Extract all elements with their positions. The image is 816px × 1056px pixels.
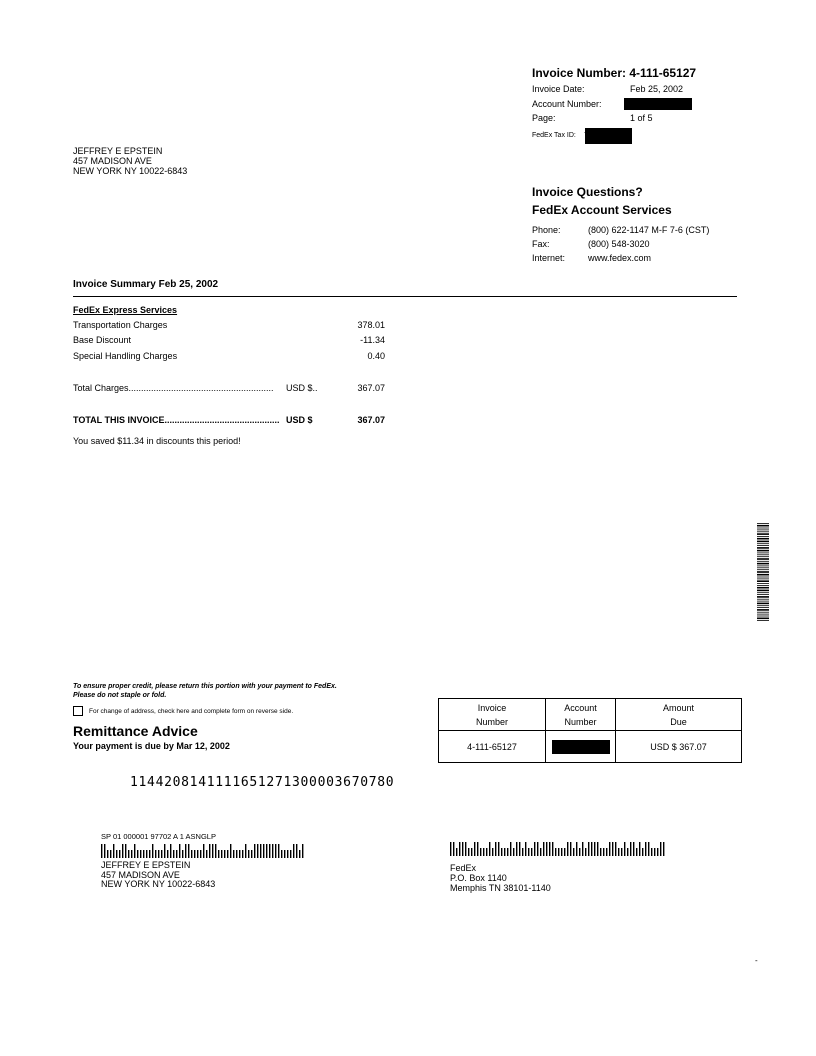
barcode-bar (757, 618, 769, 620)
barcode-bar (757, 579, 769, 580)
barcode-bar (555, 848, 556, 856)
tax-id-label: FedEx Tax ID: (532, 132, 576, 140)
barcode-bar (242, 850, 243, 858)
address-line: P.O. Box 1140 (450, 873, 507, 883)
barcode-bar (576, 842, 577, 856)
barcode-bar (462, 842, 463, 856)
savings-note: You saved $11.34 in discounts this period! (73, 436, 241, 446)
address-line: NEW YORK NY 10022-6843 (101, 879, 216, 889)
contact-value: (800) 622-1147 M-F 7-6 (CST) (588, 225, 710, 235)
barcode-bar (618, 848, 619, 856)
barcode-bar (757, 530, 769, 531)
barcode-bar (158, 850, 159, 858)
barcode-bar (161, 850, 162, 858)
barcode-bar (290, 850, 291, 858)
barcode-bar (200, 850, 201, 858)
invoice-number-cell: 4-111-65127 (439, 731, 546, 763)
barcode-bar (757, 561, 769, 562)
barcode-bar (453, 842, 454, 856)
barcode-bar (567, 842, 568, 856)
header-cell (439, 699, 546, 731)
address-line: NEW YORK NY 10022-6843 (73, 166, 188, 176)
header-text: Number (475, 716, 508, 727)
barcode-bar (757, 533, 769, 535)
postal-barcode (101, 844, 307, 858)
barcode-bar (582, 842, 583, 856)
barcode-bar (450, 842, 451, 856)
charge-line (73, 320, 385, 332)
address-line: Memphis TN 38101-1140 (450, 883, 551, 893)
barcode-bar (125, 844, 126, 858)
barcode-bar (152, 844, 153, 858)
barcode-bar (757, 569, 769, 570)
sort-code-line: SP 01 000001 97702 A 1 ASNGLP (101, 832, 216, 841)
total-invoice-label: TOTAL THIS INVOICE.............................................. (73, 415, 280, 425)
barcode-bar (197, 850, 198, 858)
barcode-bar (543, 842, 544, 856)
redaction-bar (624, 98, 692, 110)
barcode-bar (627, 848, 628, 856)
barcode-bar (757, 594, 769, 595)
barcode-bar (167, 850, 168, 858)
account-number-cell (546, 731, 616, 763)
barcode-bar (212, 844, 213, 858)
barcode-bar (757, 590, 769, 592)
barcode-bar (757, 545, 769, 546)
barcode-bar (633, 842, 634, 856)
address-change-row[interactable] (73, 706, 293, 716)
barcode-bar (549, 842, 550, 856)
mailing-address (101, 861, 215, 890)
header-text: Account (564, 702, 597, 713)
barcode-bar (299, 850, 300, 858)
barcode-bar (660, 842, 661, 856)
total-charges-amount: 367.07 (357, 383, 385, 393)
header-text: Due (670, 716, 687, 727)
address-line: FedEx (450, 863, 477, 873)
barcode-bar (757, 538, 769, 540)
barcode-bar (164, 844, 165, 858)
barcode-bar (113, 844, 114, 858)
barcode-bar (570, 842, 571, 856)
barcode-bar (134, 844, 135, 858)
barcode-bar (636, 848, 637, 856)
header-cell (546, 699, 616, 731)
barcode-bar (540, 848, 541, 856)
barcode-bar (573, 848, 574, 856)
questions-subtitle: FedEx Account Services (532, 203, 672, 217)
barcode-bar (483, 848, 484, 856)
footer-mark: - (755, 956, 758, 965)
barcode-bar (757, 553, 769, 554)
barcode-bar (284, 850, 285, 858)
barcode-bar (579, 848, 580, 856)
barcode-bar (757, 583, 769, 584)
barcode-bar (639, 842, 640, 856)
ocr-scanline: 1144208141111651271300003670780 (130, 775, 395, 790)
barcode-bar (263, 844, 264, 858)
instruction-line: To ensure proper credit, please return this portion with your payment to FedEx. (73, 683, 337, 690)
barcode-bar (173, 850, 174, 858)
barcode-bar (657, 848, 658, 856)
barcode-bar (110, 850, 111, 858)
barcode-bar (645, 842, 646, 856)
barcode-bar (537, 842, 538, 856)
barcode-bar (757, 612, 769, 613)
header-text: Number (564, 716, 597, 727)
barcode-bar (239, 850, 240, 858)
total-invoice-amount: 367.07 (357, 415, 385, 425)
barcode-bar (504, 848, 505, 856)
page-label: Page: (532, 113, 556, 124)
barcode-bar (621, 848, 622, 856)
barcode-bar (757, 536, 769, 537)
header-cell (616, 699, 742, 731)
barcode-bar (757, 585, 769, 586)
barcode-bar (757, 558, 769, 560)
barcode-bar (101, 844, 102, 858)
barcode-bar (465, 842, 466, 856)
barcode-bar (561, 848, 562, 856)
barcode-bar (624, 842, 625, 856)
contact-label: Fax: (532, 239, 550, 249)
invoice-number-line (532, 66, 772, 80)
barcode-bar (251, 850, 252, 858)
barcode-bar (302, 844, 303, 858)
invoice-number-label: Invoice Number: (532, 66, 627, 80)
barcode-bar (495, 842, 496, 856)
barcode-bar (140, 850, 141, 858)
barcode-bar (516, 842, 517, 856)
barcode-bar (498, 842, 499, 856)
barcode-bar (597, 842, 598, 856)
barcode-bar (609, 842, 610, 856)
account-number-label: Account Number: (532, 98, 602, 109)
barcode-bar (757, 574, 769, 576)
barcode-bar (215, 844, 216, 858)
barcode-bar (757, 554, 769, 555)
barcode-bar (194, 850, 195, 858)
barcode-bar (489, 842, 490, 856)
fedex-address (450, 863, 551, 893)
barcode-bar (224, 850, 225, 858)
barcode-bar (757, 609, 769, 611)
barcode-bar (757, 541, 769, 543)
barcode-bar (278, 844, 279, 858)
remittance-title: Remittance Advice (73, 723, 198, 739)
address-line: JEFFREY E EPSTEIN (73, 146, 163, 156)
barcode-bar (227, 850, 228, 858)
barcode-bar (233, 850, 234, 858)
charge-line (73, 335, 385, 347)
barcode-bar (260, 844, 261, 858)
postal-barcode (450, 842, 668, 856)
barcode-bar (651, 848, 652, 856)
barcode-bar (230, 844, 231, 858)
barcode-bar (104, 844, 105, 858)
barcode-bar (185, 844, 186, 858)
barcode-bar (107, 850, 108, 858)
page-row (532, 111, 772, 126)
header-text: Invoice (477, 702, 507, 713)
barcode-bar (119, 850, 120, 858)
charge-amount: 378.01 (357, 320, 385, 330)
address-line: 457 MADISON AVE (101, 869, 180, 880)
barcode-bar (248, 850, 249, 858)
amount-due-cell: USD $ 367.07 (616, 731, 742, 763)
barcode-bar (480, 848, 481, 856)
barcode-bar (272, 844, 273, 858)
barcode-bar (459, 842, 460, 856)
barcode-bar (269, 844, 270, 858)
barcode-bar (209, 844, 210, 858)
barcode-bar (757, 547, 769, 549)
address-line: JEFFREY E EPSTEIN (101, 860, 191, 870)
barcode-bar (757, 577, 769, 578)
barcode-bar (757, 567, 769, 568)
contact-value: (800) 548-3020 (588, 239, 650, 249)
barcode-bar (474, 842, 475, 856)
service-title: FedEx Express Services (73, 305, 178, 315)
barcode-bar (757, 603, 769, 605)
barcode-bar (471, 848, 472, 856)
contact-row (532, 237, 762, 251)
barcode-bar (757, 566, 769, 567)
barcode-bar (591, 842, 592, 856)
barcode-bar (615, 842, 616, 856)
barcode-bar (501, 848, 502, 856)
barcode-bar (149, 850, 150, 858)
redaction-bar (552, 740, 610, 754)
barcode-bar (594, 842, 595, 856)
total-charges-label: Total Charges.......................................................... (73, 383, 274, 393)
barcode-bar (522, 848, 523, 856)
barcode-bar (182, 850, 183, 858)
address-line: 457 MADISON AVE (73, 156, 152, 166)
barcode-bar (603, 848, 604, 856)
remittance-instructions (73, 682, 363, 700)
total-charges-currency: USD $.. (286, 383, 318, 393)
charge-amount: -11.34 (360, 335, 385, 345)
invoice-date-label: Invoice Date: (532, 84, 585, 95)
barcode-bar (757, 614, 769, 615)
barcode-bar (534, 842, 535, 856)
contact-label: Internet: (532, 253, 566, 263)
summary-title: Invoice Summary Feb 25, 2002 (73, 279, 219, 290)
barcode-bar (606, 848, 607, 856)
barcode-bar (128, 850, 129, 858)
barcode-bar (757, 596, 769, 598)
barcode-bar (757, 605, 769, 606)
barcode-bar (170, 844, 171, 858)
barcode-bar (757, 607, 769, 608)
barcode-bar (600, 848, 601, 856)
address-change-checkbox[interactable] (73, 706, 83, 716)
barcode-bar (757, 550, 769, 552)
contact-value: www.fedex.com (588, 253, 652, 263)
barcode-bar (528, 848, 529, 856)
barcode-bar (486, 848, 487, 856)
barcode-bar (245, 844, 246, 858)
barcode-bar (137, 850, 138, 858)
barcode-bar (116, 850, 117, 858)
total-charges-line (73, 383, 385, 395)
barcode-bar (275, 844, 276, 858)
contact-row (532, 251, 762, 265)
barcode-bar (456, 848, 457, 856)
barcode-bar (122, 844, 123, 858)
barcode-bar (558, 848, 559, 856)
barcode-bar (531, 848, 532, 856)
barcode-bar (218, 850, 219, 858)
barcode-bar (254, 844, 255, 858)
barcode-bar (266, 844, 267, 858)
barcode-bar (296, 844, 297, 858)
barcode-bar (206, 850, 207, 858)
instruction-line: Please do not staple or fold. (73, 692, 167, 699)
barcode-bar (131, 850, 132, 858)
barcode-bar (188, 844, 189, 858)
barcode-bar (203, 844, 204, 858)
total-invoice-currency: USD $ (286, 415, 313, 425)
barcode-bar (654, 848, 655, 856)
barcode-bar (176, 850, 177, 858)
barcode-bar (757, 556, 769, 557)
barcode-bar (552, 842, 553, 856)
divider (73, 296, 737, 297)
barcode-bar (191, 850, 192, 858)
barcode-bar (757, 528, 769, 529)
barcode-bar (564, 848, 565, 856)
barcode-bar (510, 842, 511, 856)
barcode-bar (143, 850, 144, 858)
barcode-bar (507, 848, 508, 856)
barcode-bar (757, 599, 769, 600)
barcode-bar (468, 848, 469, 856)
tax-id-row (532, 129, 772, 144)
header-text: Amount (662, 702, 695, 713)
barcode-bar (757, 571, 769, 573)
remittance-table (438, 698, 742, 763)
account-number-row (532, 97, 772, 112)
invoice-number: 4-111-65127 (629, 66, 697, 80)
barcode-bar (757, 592, 769, 593)
barcode-bar (513, 848, 514, 856)
barcode-bar (155, 850, 156, 858)
barcode-bar (519, 842, 520, 856)
side-barcode (757, 523, 769, 621)
contact-row (532, 223, 762, 237)
barcode-bar (757, 531, 769, 532)
invoice-questions (532, 185, 762, 265)
barcode-bar (757, 543, 769, 544)
barcode-bar (757, 616, 769, 617)
barcode-bar (492, 848, 493, 856)
barcode-bar (612, 842, 613, 856)
barcode-bar (477, 842, 478, 856)
barcode-bar (757, 563, 769, 565)
customer-address (73, 146, 187, 176)
address-change-text: For change of address, check here and complete form on reverse side. (89, 707, 294, 715)
table-row (439, 731, 742, 763)
barcode-bar (757, 525, 769, 527)
barcode-bar (757, 587, 769, 589)
charge-label: Base Discount (73, 335, 132, 345)
barcode-bar (757, 580, 769, 582)
barcode-bar (146, 850, 147, 858)
page-value: 1 of 5 (630, 113, 653, 124)
invoice-date-row (532, 82, 772, 97)
barcode-bar (281, 850, 282, 858)
invoice-header (532, 66, 772, 143)
barcode-bar (257, 844, 258, 858)
barcode-bar (630, 842, 631, 856)
barcode-bar (757, 523, 769, 524)
invoice-date: Feb 25, 2002 (630, 84, 684, 95)
questions-title: Invoice Questions? (532, 185, 643, 199)
barcode-bar (588, 842, 589, 856)
charge-label: Special Handling Charges (73, 351, 178, 361)
barcode-bar (221, 850, 222, 858)
charge-amount: 0.40 (367, 351, 385, 361)
charge-line (73, 351, 385, 363)
barcode-bar (757, 620, 769, 621)
barcode-bar (663, 842, 664, 856)
payment-due-text: Your payment is due by Mar 12, 2002 (73, 741, 230, 751)
charge-label: Transportation Charges (73, 320, 168, 330)
table-header-row (439, 699, 742, 731)
total-invoice-line (73, 415, 385, 427)
contact-label: Phone: (532, 225, 561, 235)
barcode-bar (546, 842, 547, 856)
barcode-bar (525, 842, 526, 856)
barcode-bar (236, 850, 237, 858)
barcode-bar (757, 601, 769, 602)
barcode-bar (642, 848, 643, 856)
barcode-bar (648, 842, 649, 856)
barcode-bar (293, 844, 294, 858)
barcode-bar (287, 850, 288, 858)
barcode-bar (585, 848, 586, 856)
barcode-bar (179, 844, 180, 858)
redaction-bar (585, 128, 632, 144)
